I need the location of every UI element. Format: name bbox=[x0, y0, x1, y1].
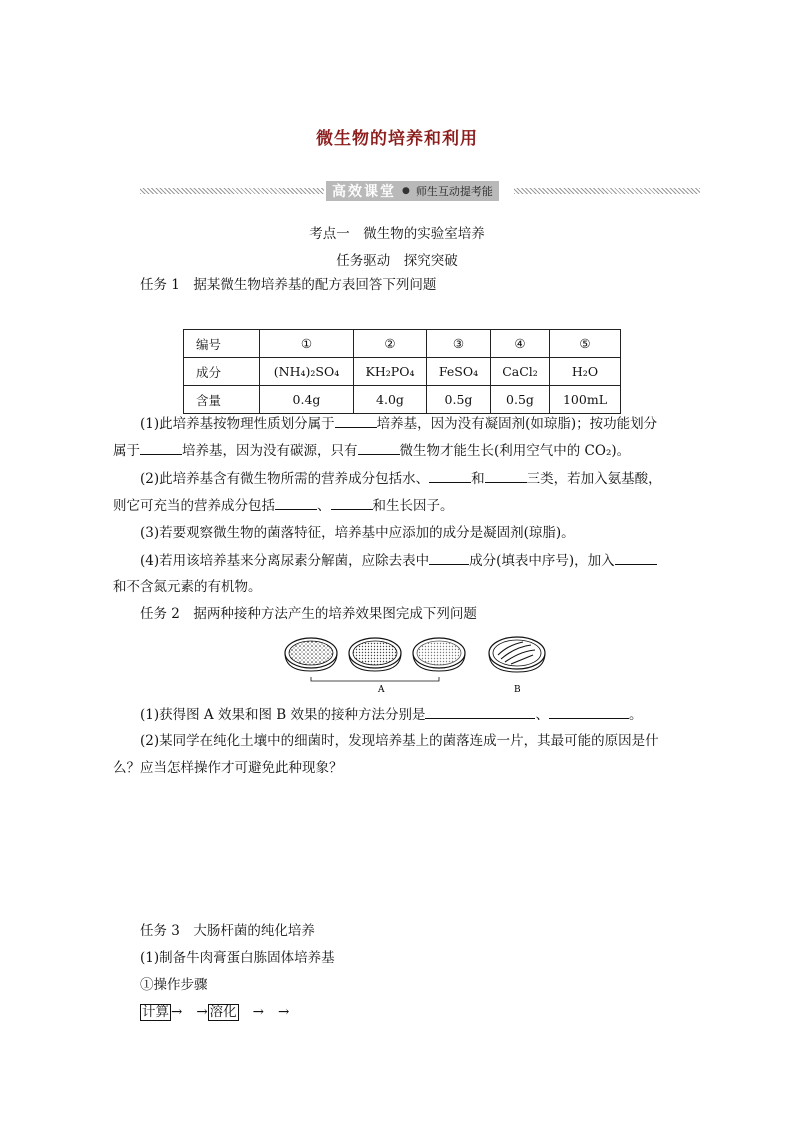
table-row bbox=[184, 386, 621, 414]
table-cell: KH₂PO₄ bbox=[354, 358, 427, 386]
text-segment: 和生长因子。 bbox=[372, 498, 454, 514]
table-cell: ① bbox=[260, 330, 354, 358]
text-segment: 则它可充当的营养成分包括 bbox=[113, 498, 275, 514]
text-segment: 培养基，因为没有凝固剂(如琼脂)；按功能划分 bbox=[376, 416, 658, 432]
banner-sub-text: 师生互动提考能 bbox=[415, 185, 493, 198]
table-cell: ⑤ bbox=[550, 330, 621, 358]
answer-blank[interactable] bbox=[331, 495, 373, 510]
row-label: 含量 bbox=[184, 386, 260, 414]
answer-blank[interactable] bbox=[615, 550, 657, 565]
step-box-calc: 计算 bbox=[142, 1004, 169, 1020]
answer-blank[interactable] bbox=[239, 1002, 253, 1016]
bracket-a bbox=[311, 677, 439, 681]
text-segment: 、 bbox=[535, 707, 549, 723]
table-cell: ③ bbox=[427, 330, 491, 358]
dish-b bbox=[489, 637, 545, 672]
task3-sub2: ①操作步骤 bbox=[140, 977, 208, 993]
table-row bbox=[184, 330, 621, 358]
task1-heading: 任务 1 据某微生物培养基的配方表回答下列问题 bbox=[140, 277, 437, 293]
task3-sub1: (1)制备牛肉膏蛋白胨固体培养基 bbox=[140, 950, 335, 966]
table-cell: FeSO₄ bbox=[427, 358, 491, 386]
dish-a2 bbox=[349, 638, 401, 671]
text-segment: (4)若用该培养基来分离尿素分解菌，应除去表中 bbox=[140, 553, 430, 569]
answer-blank[interactable] bbox=[182, 1002, 196, 1016]
table-cell: ② bbox=[354, 330, 427, 358]
step-box-dissolve: 溶化 bbox=[209, 1004, 237, 1020]
answer-blank[interactable] bbox=[264, 1002, 278, 1016]
task1-q4-line1 bbox=[140, 550, 657, 571]
table-cell: (NH₄)₂SO₄ bbox=[260, 358, 354, 386]
table-cell: 100mL bbox=[550, 386, 621, 414]
section-banner bbox=[140, 181, 700, 201]
arrow-icon: → bbox=[171, 1004, 183, 1020]
answer-blank[interactable] bbox=[358, 440, 400, 455]
answer-blank[interactable] bbox=[549, 704, 629, 719]
text-segment: (1)此培养基按物理性质划分属于 bbox=[140, 416, 335, 432]
task1-q2-line1 bbox=[140, 468, 662, 489]
task1-q1-line1 bbox=[140, 413, 657, 434]
task1-q4-line2: 和不含氮元素的有机物。 bbox=[113, 579, 262, 595]
table-cell: CaCl₂ bbox=[491, 358, 550, 386]
table-cell: 4.0g bbox=[354, 386, 427, 414]
arrow-icon: → bbox=[196, 1004, 208, 1020]
row-label: 编号 bbox=[184, 330, 260, 358]
banner-hatch-left bbox=[140, 188, 324, 194]
inoculation-figure bbox=[283, 633, 553, 695]
text-segment: 微生物才能生长(利用空气中的 CO₂)。 bbox=[399, 443, 631, 459]
text-segment: 和 bbox=[471, 471, 485, 487]
answer-blank[interactable] bbox=[429, 468, 471, 483]
banner-bullet-icon: ● bbox=[402, 186, 410, 196]
dish-a3 bbox=[413, 638, 465, 671]
task3-heading: 任务 3 大肠杆菌的纯化培养 bbox=[140, 923, 315, 939]
task1-q1-line2 bbox=[113, 440, 630, 461]
task2-q1 bbox=[140, 704, 642, 725]
task2-heading: 任务 2 据两种接种方法产生的培养效果图完成下列问题 bbox=[140, 606, 477, 622]
table-cell: H₂O bbox=[550, 358, 621, 386]
dish-a1 bbox=[285, 638, 337, 671]
table-cell: 0.5g bbox=[427, 386, 491, 414]
section-title: 考点一 微生物的实验室培养 bbox=[309, 226, 485, 242]
page-title: 微生物的培养和利用 bbox=[316, 129, 478, 149]
table-row bbox=[184, 358, 621, 386]
arrow-icon: → bbox=[252, 1004, 264, 1020]
row-label: 成分 bbox=[184, 358, 260, 386]
recipe-table bbox=[183, 329, 621, 414]
answer-blank[interactable] bbox=[485, 468, 527, 483]
answer-blank[interactable] bbox=[335, 413, 377, 428]
section-subtitle: 任务驱动 探究突破 bbox=[336, 253, 458, 269]
text-segment: 三类，若加入氨基酸， bbox=[526, 471, 662, 487]
task2-q2-line2: 么？应当怎样操作才可避免此种现象？ bbox=[113, 760, 343, 776]
table-cell: 0.4g bbox=[260, 386, 354, 414]
task1-q2-line2 bbox=[113, 495, 454, 516]
text-segment: 培养基，因为没有碳源，只有 bbox=[182, 443, 358, 459]
text-segment: (2)此培养基含有微生物所需的营养成分包括水、 bbox=[140, 471, 430, 487]
text-segment: 属于 bbox=[113, 443, 140, 459]
answer-blank[interactable] bbox=[425, 704, 535, 719]
table-cell: 0.5g bbox=[491, 386, 550, 414]
text-segment: 成分(填表中序号)，加入 bbox=[469, 553, 615, 569]
process-flow bbox=[140, 1002, 289, 1022]
banner-main-text: 高效课堂 bbox=[332, 184, 396, 200]
banner-label bbox=[326, 181, 499, 201]
label-b: B bbox=[514, 685, 521, 695]
answer-blank[interactable] bbox=[275, 495, 317, 510]
table-cell: ④ bbox=[491, 330, 550, 358]
task2-q2-line1: (2)某同学在纯化土壤中的细菌时，发现培养基上的菌落连成一片，其最可能的原因是什 bbox=[140, 733, 659, 749]
answer-blank[interactable] bbox=[429, 550, 469, 565]
banner-hatch-right bbox=[514, 188, 700, 194]
text-segment: (1)获得图 A 效果和图 B 效果的接种方法分别是 bbox=[140, 707, 426, 723]
task1-q3: (3)若要观察微生物的菌落特征，培养基中应添加的成分是凝固剂(琼脂)。 bbox=[140, 525, 575, 541]
text-segment: 。 bbox=[628, 707, 643, 723]
answer-blank[interactable] bbox=[140, 440, 182, 455]
arrow-icon: → bbox=[277, 1004, 290, 1020]
petri-dish-illustration bbox=[283, 633, 553, 695]
text-segment: 、 bbox=[317, 498, 331, 514]
label-a: A bbox=[378, 685, 385, 695]
